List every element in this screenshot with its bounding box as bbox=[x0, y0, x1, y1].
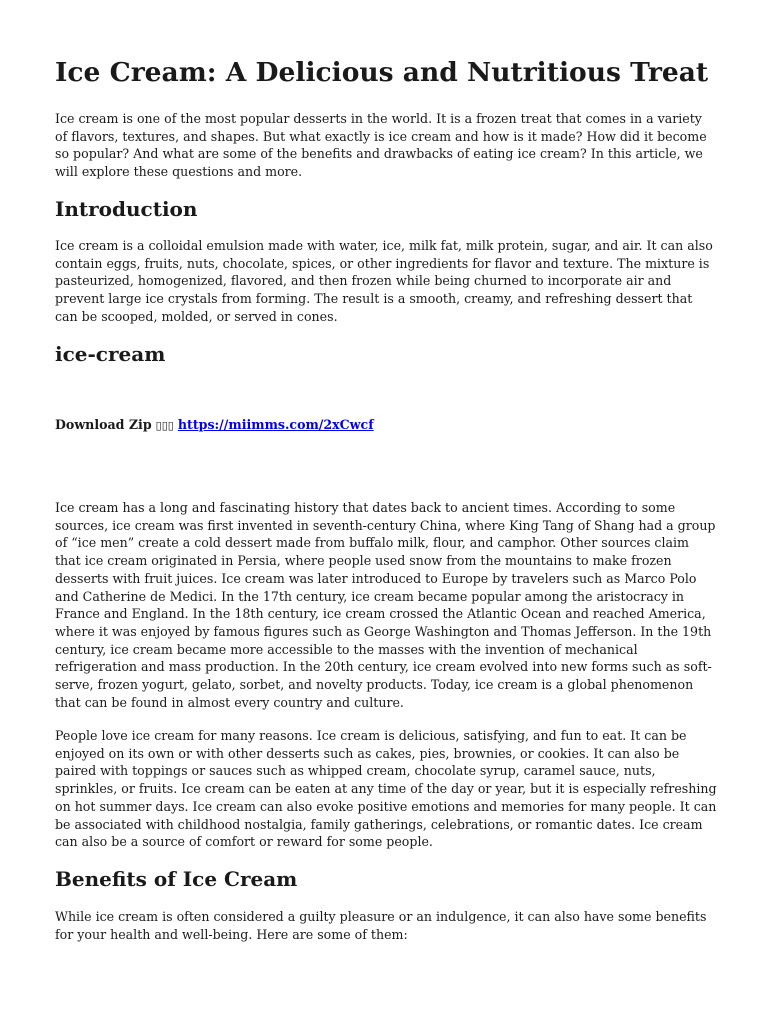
benefits-paragraph: While ice cream is often considered a guilty pleasure or an indulgence, it can also have some benefits for your health and well-being. Here are some of them: bbox=[55, 909, 707, 942]
love-paragraph: People love ice cream for many reasons. Ice cream is delicious, satisfying, and fun to eat. It can be enjoyed on its own or with other desserts such as cakes, pies, brownies, or cookies. It can also be paired with toppings or sauces such as whipped cream, chocolate syrup, caramel sauce, nuts, sprinkles, or fruits. Ice cream can be eaten at any time of the day or year, but it is especially refreshing on hot summer days. Ice cream can also evoke positive emotions and memories for many people. It can be associated with childhood nostalgia, family gatherings, celebrations, or romantic dates. Ice cream can also be a source of comfort or reward for some people. bbox=[55, 728, 717, 850]
heading-benefits: Benefits of Ice Cream bbox=[55, 867, 298, 891]
page-title: Ice Cream: A Delicious and Nutritious Treat bbox=[55, 57, 709, 88]
introduction-paragraph: Ice cream is a colloidal emulsion made with water, ice, milk fat, milk protein, sugar, and air. It can also contain eggs, fruits, nuts, chocolate, spices, or other ingredients for flavor and texture. The mixture is pasteurized, homogenized, flavored, and then frozen while being churned to incorporate air and prevent large ice crystals from forming. The result is a smooth, creamy, and refreshing dessert that can be scooped, molded, or served in cones. bbox=[55, 238, 713, 324]
arrow-glyphs-icon: ▯▯▯ bbox=[155, 419, 174, 432]
download-label: Download Zip bbox=[55, 417, 152, 432]
history-paragraph: Ice cream has a long and fascinating history that dates back to ancient times. According to some sources, ice cream was first invented in seventh-century China, where King Tang of Shang had a group of “ice men” create a cold dessert made from buffalo milk, flour, and camphor. Other sources claim that ice cream originated in Persia, where people used snow from the mountains to make frozen desserts with fruit juices. Ice cream was later introduced to Europe by travelers such as Marco Polo and Catherine de Medici. In the 17th century, ice cream became popular among the aristocracy in France and England. In the 18th century, ice cream crossed the Atlantic Ocean and reached America, where it was enjoyed by famous figures such as George Washington and Thomas Jefferson. In the 19th century, ice cream became more accessible to the masses with the invention of mechanical refrigeration and mass production. In the 20th century, ice cream evolved into new forms such as soft-serve, frozen yogurt, gelato, sorbet, and novelty products. Today, ice cream is a global phenomenon that can be found in almost every country and culture. bbox=[55, 500, 716, 710]
download-link[interactable]: https://miimms.com/2xCwcf bbox=[177, 417, 374, 432]
heading-introduction: Introduction bbox=[55, 197, 198, 221]
download-line bbox=[55, 416, 374, 435]
heading-ice-cream: ice-cream bbox=[55, 342, 166, 366]
intro-paragraph: Ice cream is one of the most popular desserts in the world. It is a frozen treat that comes in a variety of flavors, textures, and shapes. But what exactly is ice cream and how is it made? How did it become so popular? And what are some of the benefits and drawbacks of eating ice cream? In this article, we will explore these questions and more. bbox=[55, 111, 707, 180]
